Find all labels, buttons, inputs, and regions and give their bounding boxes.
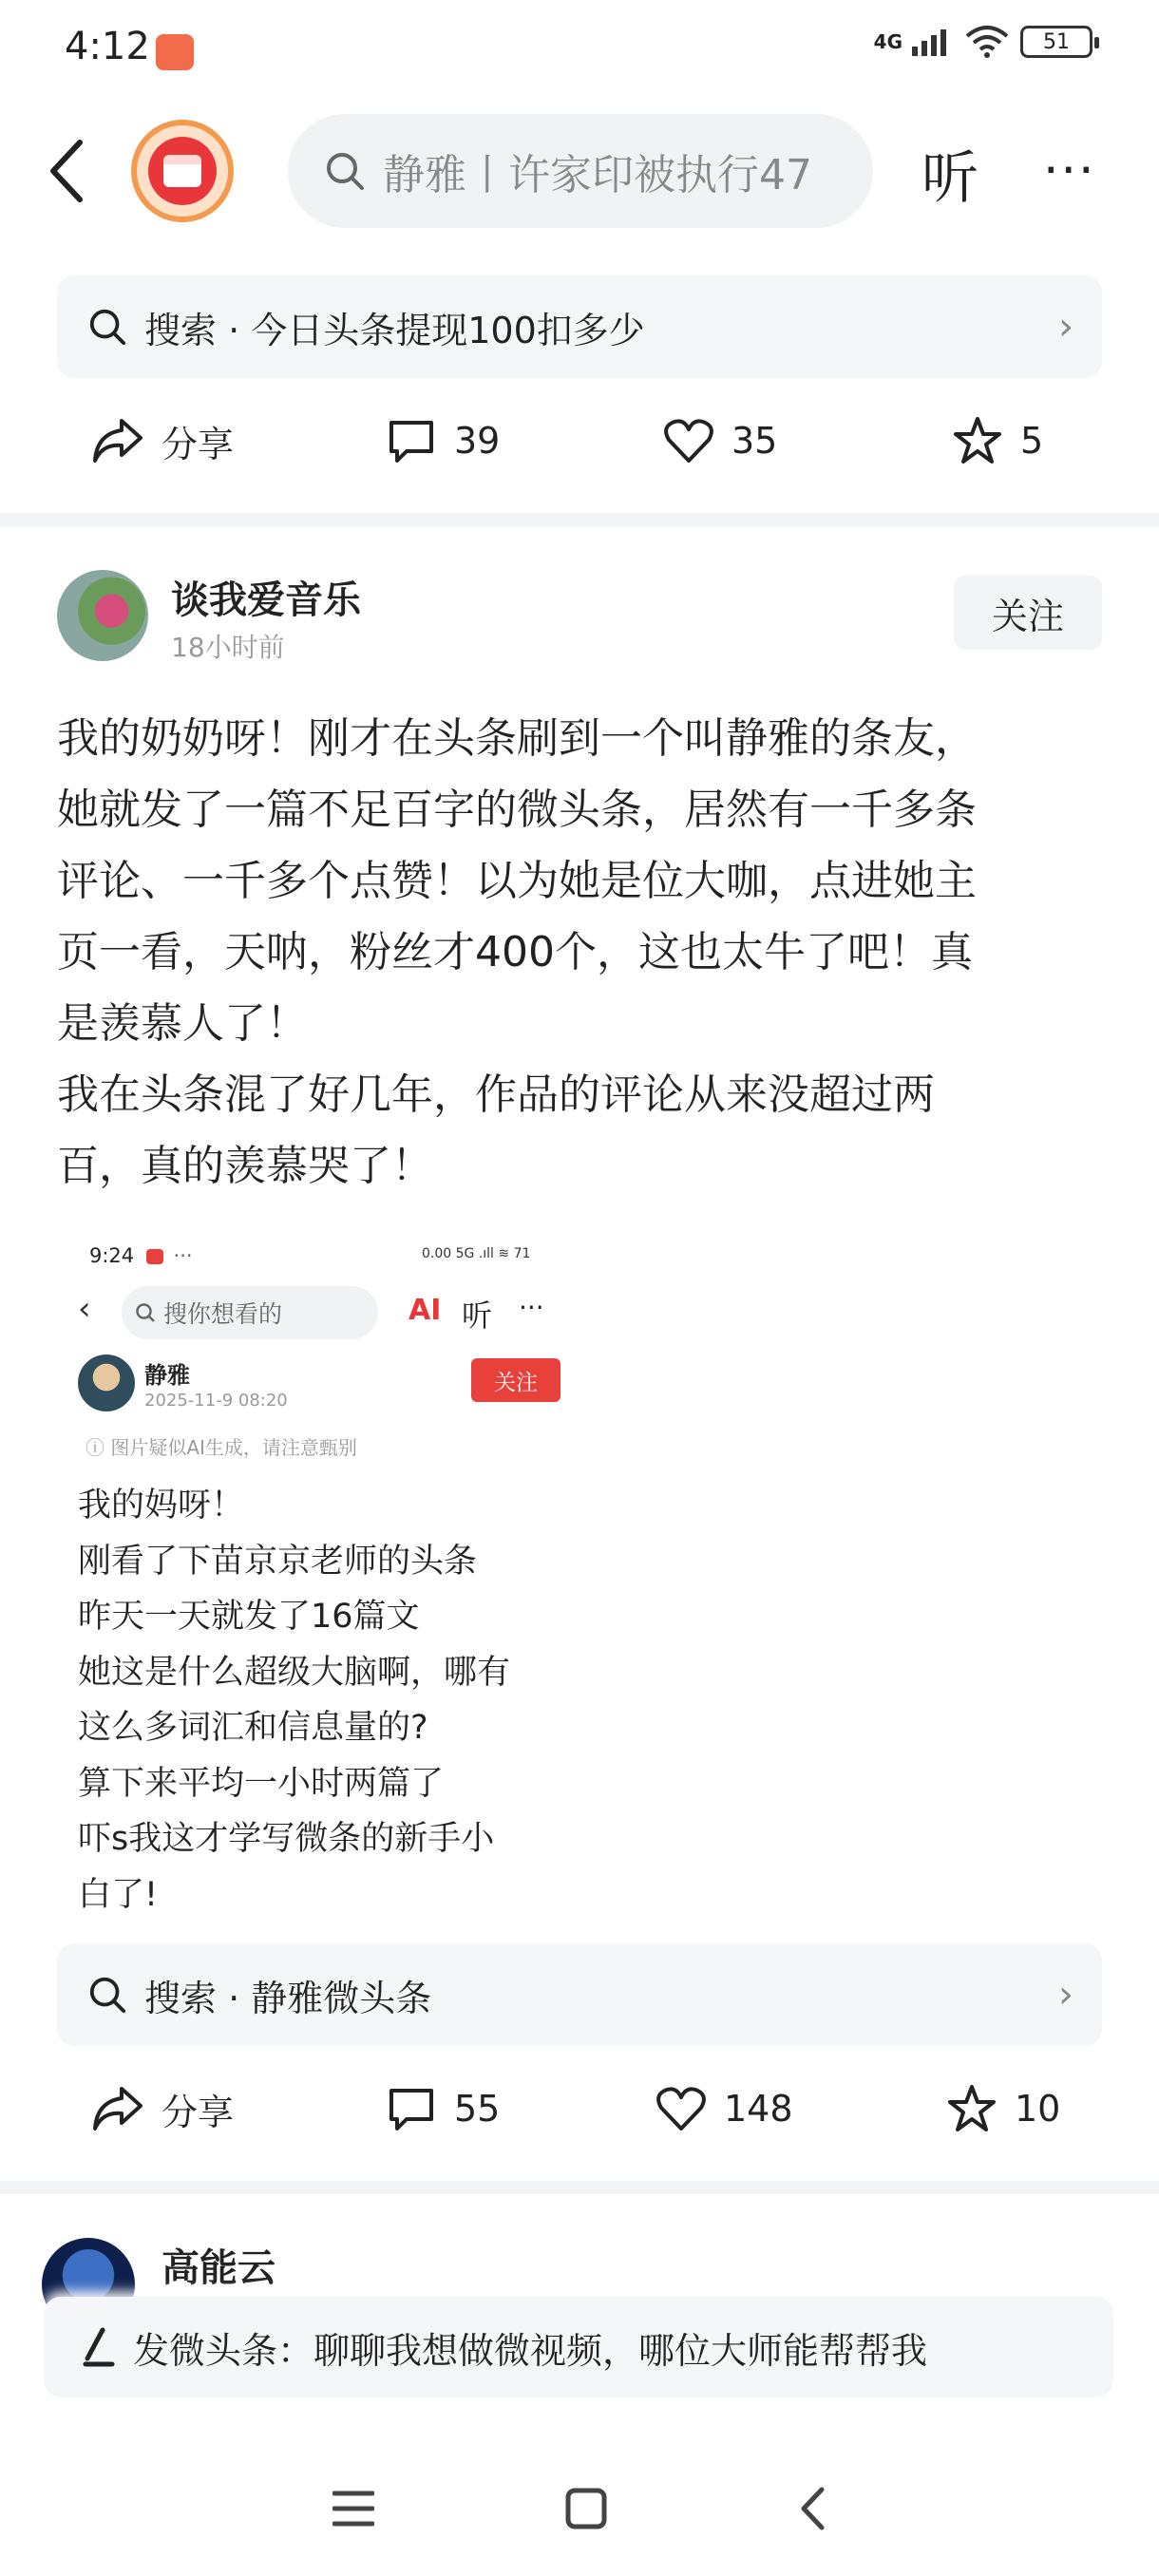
embedded-post-date: 2025-11-9 08:20 (144, 1391, 288, 1411)
post-body-text[interactable]: 我的奶奶呀！刚才在头条刷到一个叫静雅的条友， 她就发了一篇不足百字的微头条，居然有一千多条 评论、一千多个点赞！以为她是位大咖，点进她主 页一看，天呐，粉丝才400个，这也太牛了吧！真 是羡慕人了！ 我在头条混了好几年，作品的评论从来没超过两 百，真的羡慕哭了！ (57, 714, 977, 1190)
top-search-bar[interactable] (288, 114, 873, 228)
embedded-ai-notice: ⓘ 图片疑似AI生成，请注意甄别 (86, 1436, 357, 1459)
back-arrow-icon (42, 133, 89, 209)
author-avatar[interactable] (57, 570, 148, 661)
embedded-time-text: 9:24 (89, 1244, 135, 1267)
follow-button[interactable]: 关注 (954, 576, 1102, 650)
comment-icon (386, 417, 437, 464)
like-button[interactable] (663, 417, 777, 464)
related-search-suggestion[interactable] (57, 275, 1102, 378)
wifi-icon (963, 25, 1011, 59)
comment-icon (386, 2085, 437, 2132)
battery-level: 51 (1043, 29, 1070, 54)
star-icon (952, 416, 1003, 465)
comment-button[interactable] (386, 417, 500, 464)
comment-count: 39 (454, 420, 501, 462)
search-icon (87, 307, 127, 347)
comment-count: 55 (454, 2088, 501, 2130)
embedded-ai-label: AI (408, 1294, 442, 1327)
status-time: 4:12 (65, 25, 150, 68)
suggestion-text: 搜索 · 静雅微头条 (144, 1977, 432, 2019)
embedded-search-icon (135, 1302, 156, 1323)
share-label: 分享 (162, 423, 235, 465)
composer-text: 发微头条：聊聊我想做微视频，哪位大师能帮帮我 (133, 2329, 928, 2372)
post-image[interactable] (65, 1233, 578, 1921)
search-icon (87, 1975, 127, 2015)
favorite-button[interactable] (946, 2084, 1060, 2133)
share-button[interactable] (91, 2083, 234, 2135)
next-author-name[interactable]: 高能云 (162, 2246, 276, 2290)
embedded-author-name: 静雅 (144, 1362, 190, 1389)
action-bar (0, 393, 1159, 488)
search-icon (324, 150, 366, 192)
app-logo[interactable] (131, 120, 234, 222)
section-divider (0, 513, 1159, 526)
post-time: 18小时前 (171, 632, 285, 663)
share-icon (91, 417, 144, 464)
nav-back-icon[interactable] (798, 2486, 826, 2531)
embedded-status-icons: 0.00 5G .ıll ≋ 71 (422, 1246, 531, 1261)
battery-icon (1020, 26, 1092, 58)
favorite-button[interactable] (952, 416, 1043, 465)
embedded-notification-icon (146, 1249, 163, 1264)
signal-icon (912, 28, 954, 56)
author-name[interactable]: 谈我爱音乐 (171, 578, 361, 622)
more-options-button[interactable]: ··· (1043, 142, 1096, 199)
share-label: 分享 (162, 2091, 235, 2133)
like-count: 35 (732, 420, 778, 462)
post-composer-bar[interactable] (44, 2297, 1113, 2397)
chevron-right-icon: › (1058, 1973, 1074, 2017)
suggestion-text: 搜索 · 今日头条提现100扣多少 (144, 309, 645, 351)
action-bar (0, 2061, 1159, 2156)
embedded-more-icon: ··· (519, 1292, 544, 1323)
embedded-status-dots: ··· (173, 1244, 193, 1267)
like-count: 148 (724, 2088, 793, 2130)
comment-button[interactable] (386, 2085, 500, 2132)
back-button[interactable] (42, 133, 99, 209)
heart-icon (663, 417, 714, 464)
like-button[interactable] (656, 2085, 793, 2132)
share-icon (91, 2085, 144, 2132)
pen-icon (78, 2326, 116, 2368)
embedded-search-bar (122, 1286, 378, 1339)
favorite-count: 10 (1015, 2088, 1061, 2130)
embedded-author-avatar (78, 1354, 135, 1411)
related-search-suggestion[interactable] (57, 1943, 1102, 2046)
embedded-listen-label: 听 (462, 1297, 493, 1334)
heart-icon (656, 2085, 707, 2132)
home-icon[interactable] (565, 2488, 607, 2529)
favorite-count: 5 (1020, 420, 1044, 462)
chevron-right-icon: › (1058, 305, 1074, 349)
system-nav-bar (0, 2466, 1159, 2551)
embedded-post-text: 我的妈呀！ 刚看了下苗京京老师的头条 昨天一天就发了16篇文 她这是什么超级大脑啊，哪有 这么多词汇和信息量的? 算下来平均一小时两篇了 吓s我这才学写微条的新手小 白了! (78, 1487, 511, 1914)
embedded-back-icon: ‹ (78, 1290, 91, 1328)
network-label: 4G (873, 30, 902, 53)
star-icon (946, 2084, 998, 2133)
notification-app-icon (156, 34, 194, 70)
section-divider (0, 2181, 1159, 2194)
status-icons (874, 25, 1092, 59)
share-button[interactable] (91, 415, 234, 467)
listen-button[interactable]: 听 (922, 145, 978, 212)
embedded-search-placeholder: 搜你想看的 (163, 1300, 283, 1328)
search-placeholder: 静雅丨许家印被执行47 (383, 151, 812, 199)
menu-icon[interactable] (332, 2490, 374, 2528)
embedded-status-time (89, 1244, 193, 1267)
embedded-follow-button: 关注 (471, 1358, 560, 1402)
